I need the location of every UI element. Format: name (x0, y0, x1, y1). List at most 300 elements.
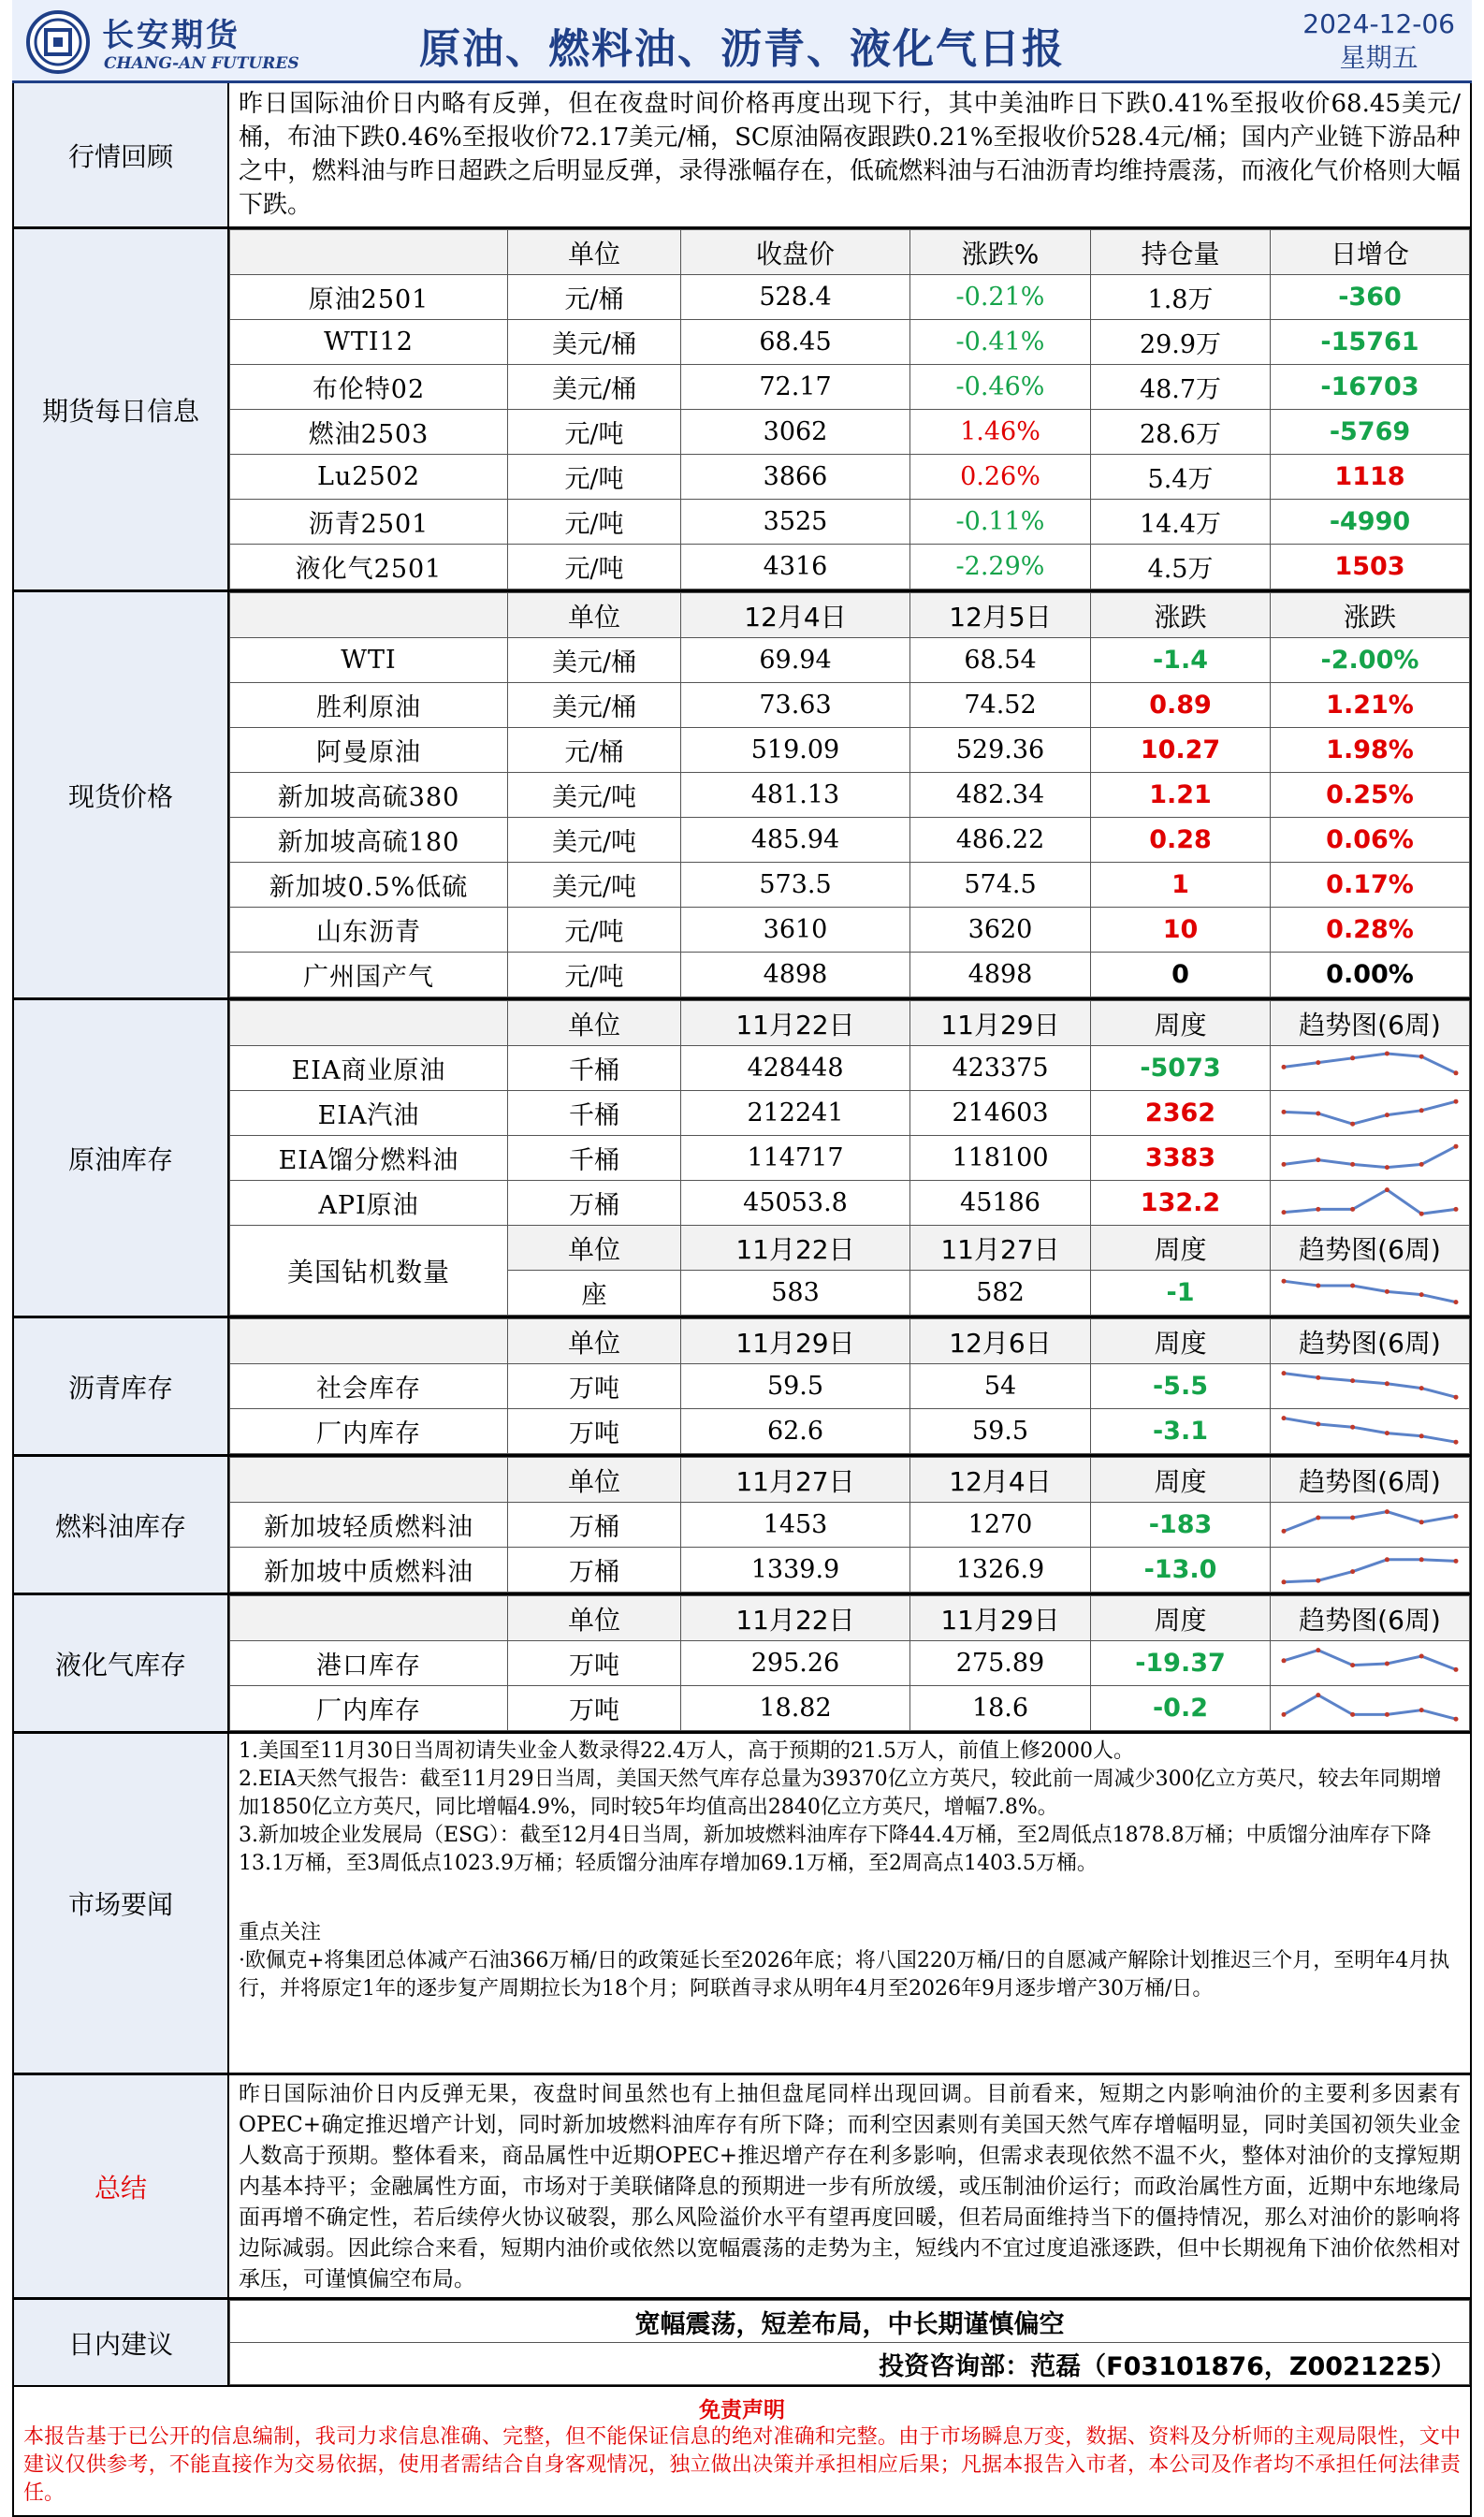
table-row (230, 1548, 1470, 1593)
weekly-change: -5073 (1091, 1046, 1271, 1091)
news-item: 2.EIA天然气报告：截至11月29日当周，美国天然气库存总量为39370亿立方英尺，较此前一周减少300亿立方英尺，较去年同期增加1850亿立方英尺，同比增幅4.9%，同时较5年均值高出2840亿立方英尺，增幅7.8%。 (239, 1768, 1442, 1819)
change-pct: 0.06% (1271, 818, 1470, 863)
table-row (230, 410, 1470, 455)
unit-cell: 元/吨 (508, 455, 681, 500)
item-name: 厂内库存 (230, 1409, 508, 1454)
table-row (230, 455, 1470, 500)
news-item: 1.美国至11月30日当周初请失业金人数录得22.4万人，高于预期的21.5万人，前值上修2000人。 (239, 1739, 1134, 1763)
product-name: 阿曼原油 (230, 728, 508, 773)
item-name: 新加坡中质燃料油 (230, 1548, 508, 1593)
product-name: WTI (230, 638, 508, 683)
header-cell: 趋势图(6周) (1271, 1596, 1470, 1641)
table-row (230, 1503, 1470, 1548)
sparkline-point (1282, 1371, 1287, 1375)
sparkline-path (1284, 1418, 1456, 1442)
sparkline-path (1284, 1146, 1456, 1167)
section-label: 行情回顾 (14, 83, 229, 226)
item-name: EIA商业原油 (230, 1046, 508, 1091)
report-weekday: 星期五 (1339, 42, 1419, 73)
unit-cell: 美元/桶 (508, 638, 681, 683)
unit-cell: 美元/吨 (508, 818, 681, 863)
section-label: 市场要闻 (14, 1734, 229, 2073)
contract-name: 原油2501 (230, 275, 508, 320)
sparkline-point (1385, 1509, 1389, 1514)
sparkline-path (1284, 1511, 1456, 1531)
section-label: 日内建议 (14, 2300, 229, 2385)
sparkline-point (1454, 1716, 1459, 1721)
trend-cell (1271, 1364, 1470, 1409)
sparkline-point (1454, 1558, 1459, 1563)
unit-cell: 万桶 (508, 1503, 681, 1548)
sparkline-path (1284, 1695, 1456, 1719)
table-row (230, 545, 1470, 589)
contract-name: 布伦特02 (230, 365, 508, 410)
header-cell: 11月29日 (681, 1319, 910, 1364)
unit-cell: 座 (508, 1271, 681, 1316)
value-week2: 18.6 (910, 1686, 1091, 1731)
value-week1: 59.5 (681, 1364, 910, 1409)
table-row (230, 638, 1470, 683)
header-cell: 持仓量 (1091, 230, 1271, 275)
sparkline-point (1350, 1711, 1355, 1716)
report-title: 原油、燃料油、沥青、液化气日报 (419, 25, 1065, 73)
section-label: 期货每日信息 (14, 229, 229, 589)
change-pct: 1.21% (1271, 683, 1470, 728)
value-week1: 428448 (681, 1046, 910, 1091)
weekly-change: -3.1 (1091, 1409, 1271, 1454)
close-price: 3866 (681, 455, 910, 500)
price-day2: 68.54 (910, 638, 1091, 683)
weekly-change: 132.2 (1091, 1181, 1271, 1226)
sparkline-point (1316, 1283, 1320, 1288)
change-pct: -0.41% (910, 320, 1091, 365)
sparkline-point (1385, 1051, 1389, 1055)
sparkline-point (1385, 1113, 1389, 1117)
sparkline-point (1419, 1653, 1424, 1658)
lpg-inventory-table (229, 1595, 1470, 1731)
header-cell (230, 1319, 508, 1364)
sparkline-point (1385, 1187, 1389, 1192)
unit-cell: 元/吨 (508, 953, 681, 997)
close-price: 3062 (681, 410, 910, 455)
header-cell: 趋势图(6周) (1271, 1319, 1470, 1364)
change-pct: 1.46% (910, 410, 1091, 455)
open-interest: 4.5万 (1091, 545, 1271, 589)
trend-cell (1271, 1091, 1470, 1136)
value-week1: 45053.8 (681, 1181, 910, 1226)
sparkline-point (1316, 1693, 1320, 1697)
sparkline-point (1385, 1431, 1389, 1435)
change-abs: 10.27 (1091, 728, 1271, 773)
table-header-row (230, 230, 1470, 275)
contract-name: Lu2502 (230, 455, 508, 500)
table-row (230, 1641, 1470, 1686)
trend-sparkline (1276, 1645, 1463, 1682)
sparkline-point (1350, 1283, 1355, 1288)
table-row (230, 1046, 1470, 1091)
trend-cell (1271, 1271, 1470, 1316)
disclaimer (12, 2387, 1472, 2517)
disclaimer-title: 免责声明 (699, 2397, 785, 2422)
disclaimer-text: 本报告基于已公开的信息编制，我司力求信息准确、完整，但不能保证信息的绝对准确和完整。由于市场瞬息万变，数据、资料及分析师的主观局限性，文中建议仅供参考，不能直接作为交易依据，使用者需结合自身客观情况，独立做出决策并承担相应后果；凡据本报告入市者，本公司及作者均不承担任何法律责任。 (23, 2425, 1461, 2505)
unit-cell: 元/吨 (508, 500, 681, 545)
sparkline-point (1316, 1515, 1320, 1520)
header-cell: 周度 (1091, 1596, 1271, 1641)
price-day1: 69.94 (681, 638, 910, 683)
brand-name-en: CHANG-AN FUTURES (104, 54, 299, 73)
header-cell: 周度 (1091, 1226, 1271, 1271)
header-cell: 单位 (508, 1458, 681, 1503)
sparkline-point (1316, 1157, 1320, 1162)
header-cell: 单位 (508, 1319, 681, 1364)
daily-oi-change: 1503 (1271, 545, 1470, 589)
price-day2: 4898 (910, 953, 1091, 997)
unit-cell: 万吨 (508, 1641, 681, 1686)
price-day1: 73.63 (681, 683, 910, 728)
value-week1: 1453 (681, 1503, 910, 1548)
sparkline-point (1316, 1206, 1320, 1211)
trend-cell (1271, 1548, 1470, 1593)
sparkline-path (1284, 1101, 1456, 1124)
header-cell: 收盘价 (681, 230, 910, 275)
market-review-text: 昨日国际油价日内略有反弹，但在夜盘时间价格再度出现下行，其中美油昨日下跌0.41%至报收价68.45美元/桶，布油下跌0.46%至报收价72.17美元/桶，SC原油隔夜跟跌0.21%至报收价528.4元/桶；国内产业链下游品种之中，燃料油与昨日超跌之后明显反弹，录得涨幅存在，低硫燃料油与石油沥青均维持震荡，而液化气价格则大幅下跌。 (239, 90, 1461, 219)
header-cell: 周度 (1091, 1319, 1271, 1364)
change-abs: 10 (1091, 908, 1271, 953)
open-interest: 29.9万 (1091, 320, 1271, 365)
unit-cell: 万吨 (508, 1364, 681, 1409)
contract-name: 燃油2503 (230, 410, 508, 455)
sparkline-point (1419, 1520, 1424, 1524)
focus-title: 重点关注 (239, 1921, 322, 1944)
sparkline-point (1282, 1416, 1287, 1420)
weekly-change: 3383 (1091, 1136, 1271, 1181)
contract-name: 液化气2501 (230, 545, 508, 589)
item-name: 新加坡轻质燃料油 (230, 1503, 508, 1548)
focus-text: ·欧佩克+将集团总体减产石油366万桶/日的政策延长至2026年底；将八国220万桶/日的自愿减产解除计划推迟三个月，至明年4月执行，并将原定1年的逐步复产周期拉长为18个月；阿联酋寻求从明年4月至2026年9月逐步增产30万桶/日。 (239, 1949, 1450, 2001)
sparkline-point (1419, 1054, 1424, 1058)
sparkline-point (1419, 1386, 1424, 1390)
sparkline-path (1284, 1650, 1456, 1669)
table-row (230, 908, 1470, 953)
summary-text: 昨日国际油价日内反弹无果，夜盘时间虽然也有上抽但盘尾同样出现回调。目前看来，短期之内影响油价的主要利多因素有OPEC+确定推迟增产计划，同时新加坡燃料油库存有所下降；而利空因素则有美国天然气库存增幅明显，同时美国初领失业金人数高于预期。整体看来，商品属性中近期OPEC+推迟增产存在利多影响，但需求表现依然不温不火，整体对油价的支撑短期内基本持平；金融属性方面，市场对于美联储降息的预期进一步有所放缓，或压制油价运行；而政治属性方面，近期中东地缘局面再增不确定性，若后续停火协议破裂，那么风险溢价水平有望再度回暖，但若局面维持当下的僵持情况，那么对油价的影响将边际减弱。因此综合来看，短期内油价或依然以宽幅震荡的走势为主，短线内不宜过度追涨逐跌，但中长期视角下油价依然相对承压，可谨慎偏空布局。 (239, 2082, 1461, 2291)
price-day2: 74.52 (910, 683, 1091, 728)
value-week2: 118100 (910, 1136, 1091, 1181)
daily-oi-change: -360 (1271, 275, 1470, 320)
table-row (230, 500, 1470, 545)
value-week2: 423375 (910, 1046, 1091, 1091)
value-week2: 1270 (910, 1503, 1091, 1548)
sparkline-point (1419, 1433, 1424, 1438)
header-cell: 11月22日 (681, 1596, 910, 1641)
trend-sparkline (1276, 1413, 1463, 1450)
header-cell (230, 230, 508, 275)
unit-cell: 万桶 (508, 1548, 681, 1593)
sparkline-point (1316, 1578, 1320, 1582)
header-cell: 日增仓 (1271, 230, 1470, 275)
sparkline-point (1454, 1394, 1459, 1399)
summary-section (12, 2075, 1472, 2300)
change-abs: 0.28 (1091, 818, 1271, 863)
crude-inventory-table (229, 1000, 1470, 1316)
unit-cell: 千桶 (508, 1136, 681, 1181)
intraday-table (229, 2300, 1470, 2385)
price-day1: 4898 (681, 953, 910, 997)
intraday-section (12, 2300, 1472, 2387)
table-row (230, 863, 1470, 908)
table-row (230, 1136, 1470, 1181)
product-name: 广州国产气 (230, 953, 508, 997)
sparkline-path (1284, 1281, 1456, 1302)
sparkline-point (1282, 1579, 1287, 1584)
sparkline-point (1385, 1557, 1389, 1562)
fuel-oil-inventory-table (229, 1457, 1470, 1593)
section-label: 原油库存 (14, 1000, 229, 1316)
change-pct: 0.25% (1271, 773, 1470, 818)
price-day2: 3620 (910, 908, 1091, 953)
crude-inventory-section (12, 1000, 1472, 1318)
price-day2: 574.5 (910, 863, 1091, 908)
unit-cell: 千桶 (508, 1091, 681, 1136)
weekly-change: -0.2 (1091, 1686, 1271, 1731)
header-cell: 单位 (508, 230, 681, 275)
price-day1: 519.09 (681, 728, 910, 773)
sparkline-point (1385, 1381, 1389, 1386)
open-interest: 48.7万 (1091, 365, 1271, 410)
unit-cell: 万吨 (508, 1409, 681, 1454)
header-cell: 11月22日 (681, 1001, 910, 1046)
value-week2: 54 (910, 1364, 1091, 1409)
unit-cell: 万桶 (508, 1181, 681, 1226)
header-cell (230, 1001, 508, 1046)
trend-sparkline (1276, 1050, 1463, 1087)
open-interest: 1.8万 (1091, 275, 1271, 320)
sparkline-point (1350, 1206, 1355, 1211)
change-pct: -0.11% (910, 500, 1091, 545)
trend-sparkline (1276, 1368, 1463, 1405)
contract-name: WTI12 (230, 320, 508, 365)
trend-cell (1271, 1686, 1470, 1731)
sparkline-path (1284, 1054, 1456, 1073)
item-name: 港口库存 (230, 1641, 508, 1686)
change-abs: 1 (1091, 863, 1271, 908)
change-abs: 1.21 (1091, 773, 1271, 818)
rig-count-name: 美国钻机数量 (230, 1226, 508, 1316)
header-cell: 11月27日 (681, 1458, 910, 1503)
header-cell: 单位 (508, 1001, 681, 1046)
header-cell (230, 1596, 508, 1641)
sparkline-point (1282, 1161, 1287, 1166)
sparkline-point (1316, 1648, 1320, 1652)
table-row (230, 818, 1470, 863)
weekly-change: -13.0 (1091, 1548, 1271, 1593)
weekly-change: 2362 (1091, 1091, 1271, 1136)
weekly-change: -183 (1091, 1503, 1271, 1548)
section-label: 燃料油库存 (14, 1457, 229, 1593)
weekly-change: -5.5 (1091, 1364, 1271, 1409)
lpg-inventory-section (12, 1595, 1472, 1734)
trend-cell (1271, 1136, 1470, 1181)
table-row (230, 683, 1470, 728)
value-week1: 18.82 (681, 1686, 910, 1731)
item-name: EIA汽油 (230, 1091, 508, 1136)
sparkline-point (1454, 1300, 1459, 1304)
sparkline-point (1385, 1661, 1389, 1666)
close-price: 68.45 (681, 320, 910, 365)
daily-oi-change: -4990 (1271, 500, 1470, 545)
table-row (230, 1686, 1470, 1731)
item-name: 社会库存 (230, 1364, 508, 1409)
market-news-section (12, 1734, 1472, 2075)
close-price: 3525 (681, 500, 910, 545)
sparkline-point (1282, 1711, 1287, 1716)
price-day2: 482.34 (910, 773, 1091, 818)
sparkline-point (1350, 1515, 1355, 1520)
report-header (12, 0, 1472, 83)
section-label: 现货价格 (14, 592, 229, 997)
header-cell: 单位 (508, 593, 681, 638)
table-row (230, 320, 1470, 365)
weekly-change: -19.37 (1091, 1641, 1271, 1686)
header-cell: 11月29日 (910, 1001, 1091, 1046)
value-week2: 59.5 (910, 1409, 1091, 1454)
sparkline-point (1419, 1292, 1424, 1297)
sparkline-point (1419, 1161, 1424, 1166)
unit-cell: 美元/吨 (508, 863, 681, 908)
product-name: 胜利原油 (230, 683, 508, 728)
futures-table (229, 229, 1470, 589)
open-interest: 5.4万 (1091, 455, 1271, 500)
sparkline-point (1454, 1070, 1459, 1075)
sparkline-point (1454, 1439, 1459, 1444)
open-interest: 28.6万 (1091, 410, 1271, 455)
product-name: 山东沥青 (230, 908, 508, 953)
daily-oi-change: -5769 (1271, 410, 1470, 455)
unit-cell: 美元/桶 (508, 683, 681, 728)
analyst-info: 投资咨询部：范磊（F03101876，Z0021225） (230, 2343, 1470, 2385)
change-pct: -0.21% (910, 275, 1091, 320)
sparkline-point (1350, 1663, 1355, 1667)
price-day2: 529.36 (910, 728, 1091, 773)
sparkline-point (1454, 1666, 1459, 1671)
sparkline-point (1385, 1711, 1389, 1716)
header-cell (230, 593, 508, 638)
header-cell: 12月6日 (910, 1319, 1091, 1364)
sparkline-point (1316, 1375, 1320, 1379)
sparkline-point (1282, 1064, 1287, 1069)
close-price: 528.4 (681, 275, 910, 320)
section-label: 总结 (14, 2075, 229, 2297)
sparkline-point (1385, 1165, 1389, 1170)
value-week1: 1339.9 (681, 1548, 910, 1593)
fuel-oil-inventory-section (12, 1457, 1472, 1595)
sparkline-point (1350, 1055, 1355, 1060)
close-price: 4316 (681, 545, 910, 589)
change-abs: 0.89 (1091, 683, 1271, 728)
change-pct: 0.28% (1271, 908, 1470, 953)
unit-cell: 元/吨 (508, 908, 681, 953)
change-pct: 1.98% (1271, 728, 1470, 773)
sparkline-point (1316, 1060, 1320, 1065)
asphalt-inventory-section (12, 1318, 1472, 1457)
price-day2: 486.22 (910, 818, 1091, 863)
table-header-row (230, 1319, 1470, 1364)
header-cell: 12月5日 (910, 593, 1091, 638)
table-row (230, 365, 1470, 410)
sparkline-point (1282, 1278, 1287, 1283)
sparkline-point (1350, 1424, 1355, 1429)
sparkline-point (1419, 1108, 1424, 1113)
intraday-advice: 宽幅震荡，短差布局，中长期谨慎偏空 (230, 2301, 1470, 2343)
brand-name-cn: 长安期货 (102, 17, 240, 54)
table-row (230, 1409, 1470, 1454)
asphalt-inventory-table (229, 1318, 1470, 1454)
table-header-row (230, 1596, 1470, 1641)
value-week2: 1326.9 (910, 1548, 1091, 1593)
trend-cell (1271, 1409, 1470, 1454)
header-cell: 趋势图(6周) (1271, 1458, 1470, 1503)
value-week1: 295.26 (681, 1641, 910, 1686)
trend-cell (1271, 1503, 1470, 1548)
unit-cell: 美元/桶 (508, 320, 681, 365)
value-week1: 62.6 (681, 1409, 910, 1454)
value-week2: 45186 (910, 1181, 1091, 1226)
header-cell: 12月4日 (681, 593, 910, 638)
header-cell (230, 1458, 508, 1503)
section-label: 液化气库存 (14, 1595, 229, 1731)
unit-cell: 元/桶 (508, 728, 681, 773)
spot-table (229, 592, 1470, 997)
item-name: 厂内库存 (230, 1686, 508, 1731)
sparkline-point (1316, 1111, 1320, 1115)
product-name: 新加坡高硫380 (230, 773, 508, 818)
sparkline-point (1282, 1210, 1287, 1215)
trend-cell (1271, 1641, 1470, 1686)
item-name: API原油 (230, 1181, 508, 1226)
table-row (230, 728, 1470, 773)
daily-oi-change: 1118 (1271, 455, 1470, 500)
sparkline-point (1419, 1708, 1424, 1712)
price-day1: 573.5 (681, 863, 910, 908)
close-price: 72.17 (681, 365, 910, 410)
value-week2: 214603 (910, 1091, 1091, 1136)
change-pct: -2.29% (910, 545, 1091, 589)
trend-sparkline (1276, 1140, 1463, 1177)
table-header-row (230, 593, 1470, 638)
unit-cell: 美元/吨 (508, 773, 681, 818)
trend-sparkline (1276, 1551, 1463, 1589)
trend-sparkline (1276, 1095, 1463, 1132)
unit-cell: 千桶 (508, 1046, 681, 1091)
header-cell: 周度 (1091, 1001, 1271, 1046)
sparkline-point (1419, 1211, 1424, 1215)
trend-sparkline (1276, 1274, 1463, 1312)
change-pct: 0.26% (910, 455, 1091, 500)
rig-header-row (230, 1226, 1470, 1271)
sparkline-point (1419, 1557, 1424, 1562)
section-label: 沥青库存 (14, 1318, 229, 1454)
header-cell: 11月29日 (910, 1596, 1091, 1641)
change-pct: 0.17% (1271, 863, 1470, 908)
sparkline-point (1282, 1109, 1287, 1113)
sparkline-path (1284, 1373, 1456, 1397)
header-cell: 涨跌 (1271, 593, 1470, 638)
sparkline-point (1282, 1658, 1287, 1663)
open-interest: 14.4万 (1091, 500, 1271, 545)
report-date-block (1302, 7, 1455, 75)
change-pct: -2.00% (1271, 638, 1470, 683)
header-cell: 单位 (508, 1226, 681, 1271)
spot-section (12, 592, 1472, 1000)
